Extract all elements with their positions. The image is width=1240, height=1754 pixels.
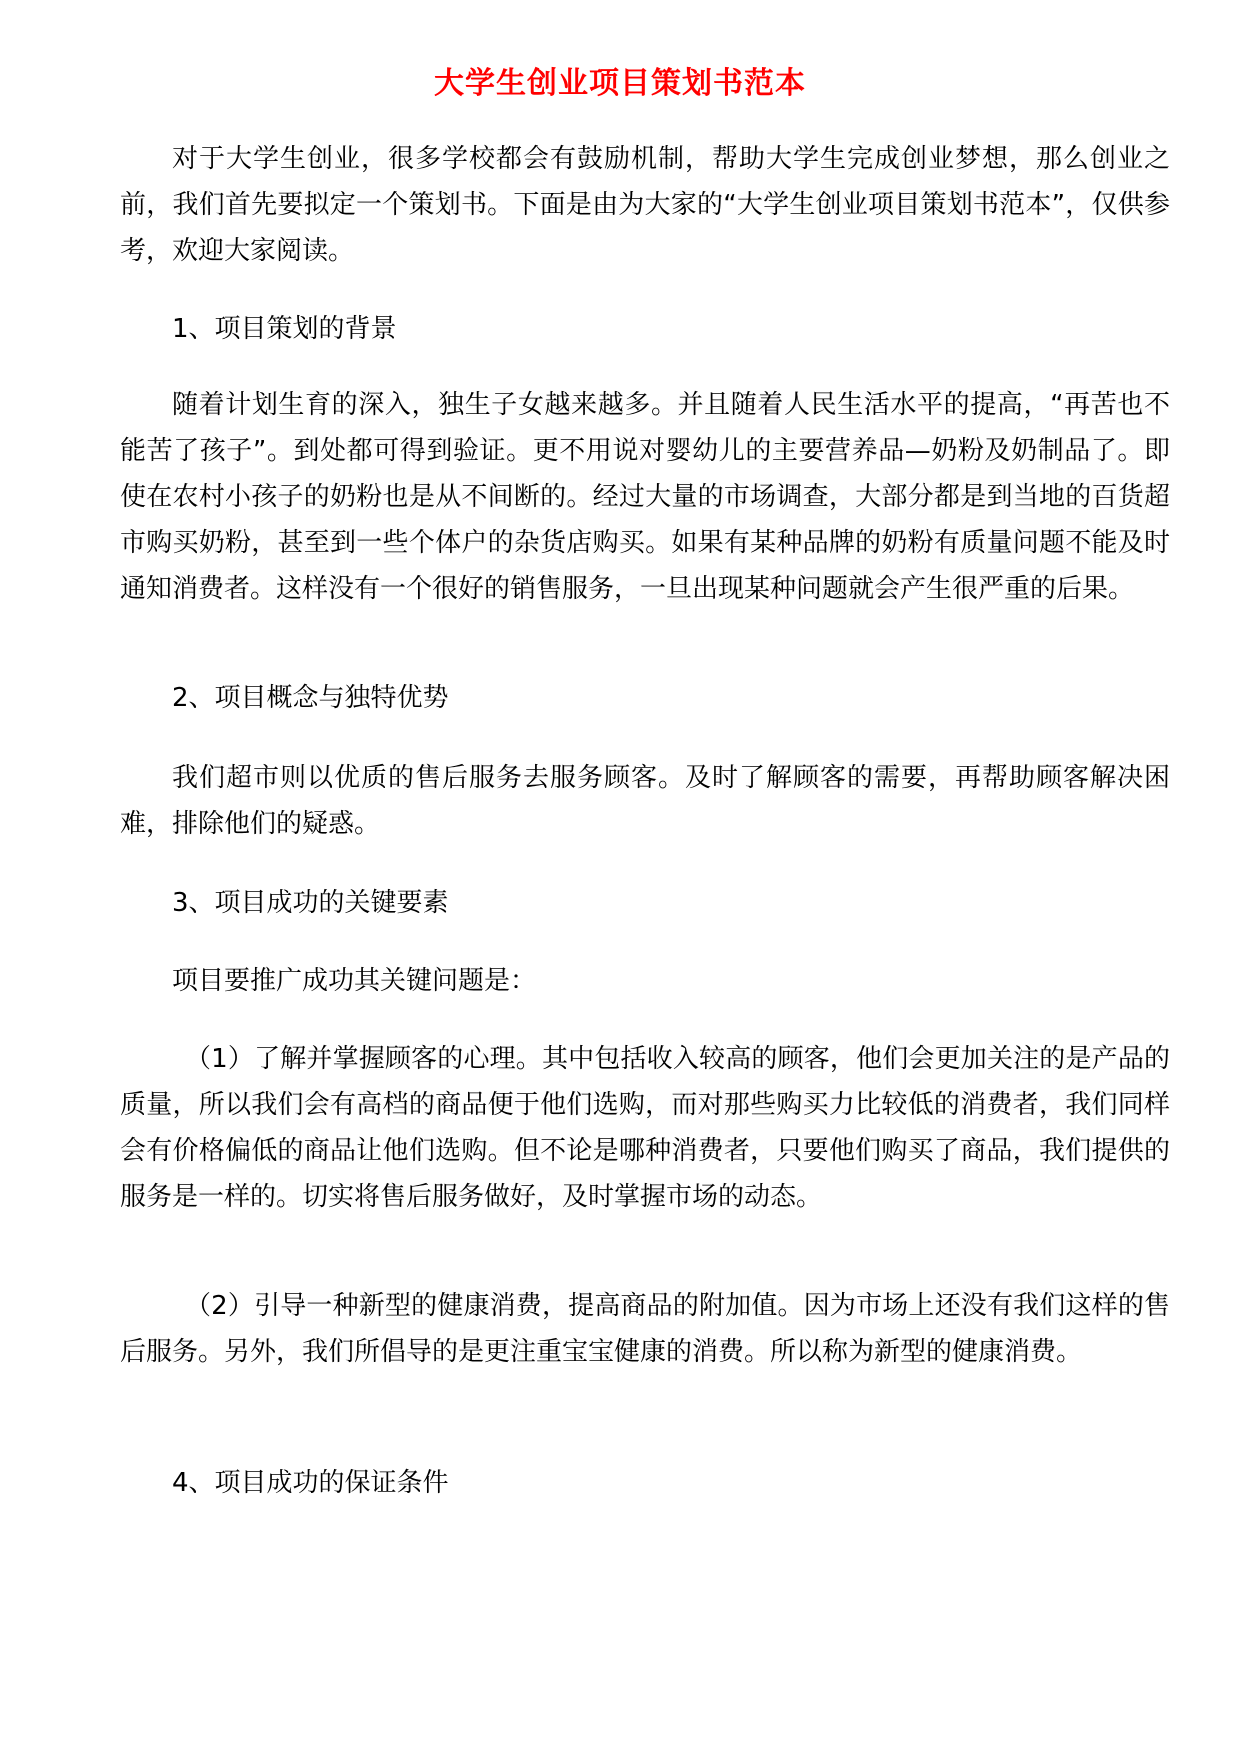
- document-title: 大学生创业项目策划书范本: [434, 66, 806, 101]
- intro-block: [120, 136, 1170, 274]
- section-heading: 1、项目策划的背景: [172, 314, 397, 344]
- section-paragraph: 项目要推广成功其关键问题是：: [172, 966, 537, 996]
- section-3-item-2: [120, 1283, 1170, 1375]
- list-item: （1）了解并掌握顾客的心理。其中包括收入较高的顾客，他们会更加关注的是产品的质量，所以我们会有高档的商品便于他们选购，而对那些购买力比较低的消费者，我们同样会有价格偏低的商品让他们选购。但不论是哪种消费者，只要他们购买了商品，我们提供的服务是一样的。切实将售后服务做好，及时掌握市场的动态。: [120, 1044, 1170, 1212]
- section-heading: 4、项目成功的保证条件: [172, 1468, 449, 1498]
- section-heading: 3、项目成功的关键要素: [172, 888, 449, 918]
- section-3-item-1: [120, 1036, 1170, 1220]
- section-heading: 2、项目概念与独特优势: [172, 683, 449, 713]
- section-3: [120, 880, 1170, 926]
- section-2: [120, 675, 1170, 721]
- section-paragraph: 我们超市则以优质的售后服务去服务顾客。及时了解顾客的需要，再帮助顾客解决困难，排除他们的疑惑。: [120, 763, 1170, 839]
- section-paragraph: 随着计划生育的深入，独生子女越来越多。并且随着人民生活水平的提高，“再苦也不能苦了孩子”。到处都可得到验证。更不用说对婴幼儿的主要营养品—奶粉及奶制品了。即使在农村小孩子的奶粉也是从不间断的。经过大量的市场调查，大部分都是到当地的百货超市购买奶粉，甚至到一些个体户的杂货店购买。如果有某种品牌的奶粉有质量问题不能及时通知消费者。这样没有一个很好的销售服务，一旦出现某种问题就会产生很严重的后果。: [120, 390, 1170, 604]
- section-2-body: [120, 755, 1170, 847]
- section-3-lead: [120, 958, 1170, 1004]
- list-item: （2）引导一种新型的健康消费，提高商品的附加值。因为市场上还没有我们这样的售后服务。另外，我们所倡导的是更注重宝宝健康的消费。所以称为新型的健康消费。: [120, 1291, 1170, 1367]
- section-1: [120, 306, 1170, 352]
- intro-paragraph: 对于大学生创业，很多学校都会有鼓励机制，帮助大学生完成创业梦想，那么创业之前，我们首先要拟定一个策划书。下面是由为大家的“大学生创业项目策划书范本”，仅供参考，欢迎大家阅读。: [120, 144, 1170, 266]
- section-1-body: [120, 382, 1170, 612]
- section-4: [120, 1460, 1170, 1506]
